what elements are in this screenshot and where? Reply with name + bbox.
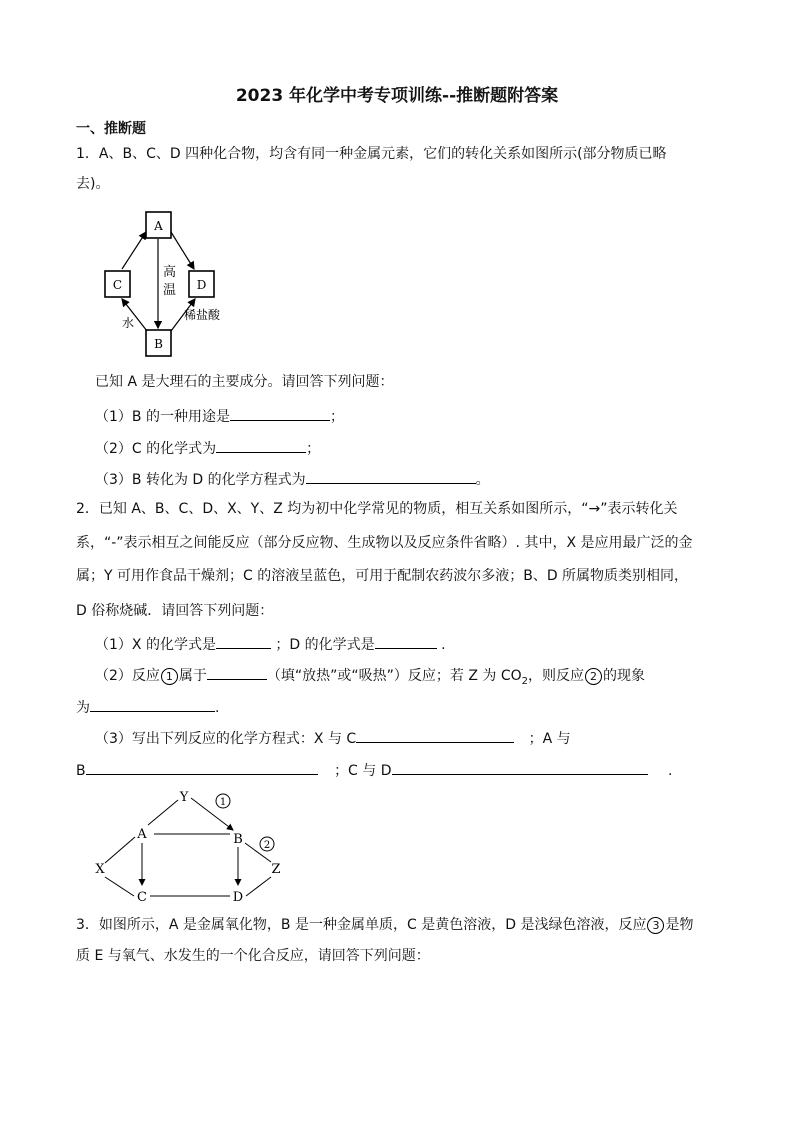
q1-label-wen: 温 bbox=[163, 283, 177, 298]
q2-diagram bbox=[90, 785, 295, 910]
q1-known: 已知 A 是大理石的主要成分。请回答下列问题： bbox=[95, 374, 394, 390]
q1-subq-2: （2）C 的化学式为 ； bbox=[95, 437, 320, 459]
answer-blank bbox=[356, 727, 514, 743]
q3-line-1: 3．如图所示，A 是金属氧化物，B 是一种金属单质，C 是黄色溶液，D 是浅绿色溶液，反应 3 是物 bbox=[76, 917, 694, 933]
answer-blank bbox=[392, 759, 648, 775]
q2-mark-2: 2 bbox=[263, 840, 271, 851]
q2-subq-1: （1）X 的化学式是 ；D 的化学式是 . bbox=[95, 633, 446, 655]
q1-arrow-a-d bbox=[171, 232, 194, 269]
answer-blank bbox=[306, 468, 476, 484]
answer-blank bbox=[86, 759, 318, 775]
q2-subq-2: （2）反应 1 属于 （填“放热”或“吸热”）反应；若 Z 为 $CO_2$，则反应 2 的现象 bbox=[95, 664, 645, 692]
q2-node-d: D bbox=[232, 890, 244, 905]
answer-blank bbox=[230, 405, 330, 421]
reaction-mark-2: 2 bbox=[585, 668, 602, 685]
answer-blank bbox=[216, 437, 306, 453]
q2-subq-2-cont: 为 . bbox=[76, 696, 219, 718]
q2-node-b: B bbox=[233, 832, 243, 847]
q1-subq-1: （1）B 的一种用途是 ； bbox=[95, 405, 344, 427]
section-heading: 一、推断题 bbox=[76, 121, 146, 137]
q2-subq-3: （3）写出下列反应的化学方程式：X 与 C ；A 与 bbox=[95, 727, 571, 749]
q1-node-d: D bbox=[196, 278, 207, 292]
q2-line-4: D 俗称烧碱．请回答下列问题： bbox=[76, 603, 274, 619]
answer-blank bbox=[90, 696, 215, 712]
q2-node-z: Z bbox=[271, 862, 281, 877]
q1-node-a: A bbox=[154, 219, 163, 233]
q2-node-c: C bbox=[137, 890, 147, 905]
q1-diagram bbox=[100, 210, 240, 358]
q1-label-water: 水 bbox=[122, 316, 135, 330]
q2-node-x: X bbox=[95, 862, 105, 877]
answer-blank bbox=[216, 633, 271, 649]
page-title: 2023 年化学中考专项训练--推断题附答案 bbox=[235, 86, 559, 106]
answer-blank bbox=[207, 664, 267, 680]
q2-line-3: 属；Y 可用作食品干燥剂；C 的溶液呈蓝色，可用于配制农药波尔多液；B、D 所属物质类别相同， bbox=[76, 568, 689, 584]
q2-node-y: Y bbox=[179, 790, 189, 805]
q1-node-b: B bbox=[154, 337, 163, 351]
q2-node-a: A bbox=[137, 827, 147, 842]
q2-line-2: 系，“-”表示相互之间能反应（部分反应物、生成物以及反应条件省略）. 其中，X 是应用最广泛的金 bbox=[76, 535, 693, 551]
q1-node-c: C bbox=[112, 278, 123, 292]
q2-subq-3-cont: B ；C 与 D . bbox=[76, 759, 672, 781]
answer-blank bbox=[375, 633, 437, 649]
q2-mark-1: 1 bbox=[219, 797, 227, 808]
q3-line-2: 质 E 与氧气、水发生的一个化合反应，请回答下列问题： bbox=[76, 948, 430, 964]
q1-line-2: 去)。 bbox=[76, 176, 110, 192]
q1-line-1: 1．A、B、C、D 四种化合物，均含有同一种金属元素，它们的转化关系如图所示(部分物质已略 bbox=[76, 146, 667, 162]
reaction-mark-1: 1 bbox=[161, 668, 178, 685]
q1-arrow-c-a bbox=[122, 232, 146, 269]
q1-subq-3: （3）B 转化为 D 的化学方程式为 。 bbox=[95, 468, 490, 490]
reaction-mark-3: 3 bbox=[647, 917, 664, 934]
q2-line-1: 2．已知 A、B、C、D、X、Y、Z 均为初中化学常见的物质，相互关系如图所示，“→”表示转化关 bbox=[76, 501, 678, 517]
q1-label-acid: 稀盐酸 bbox=[184, 308, 221, 322]
q1-label-gao: 高 bbox=[163, 265, 177, 280]
